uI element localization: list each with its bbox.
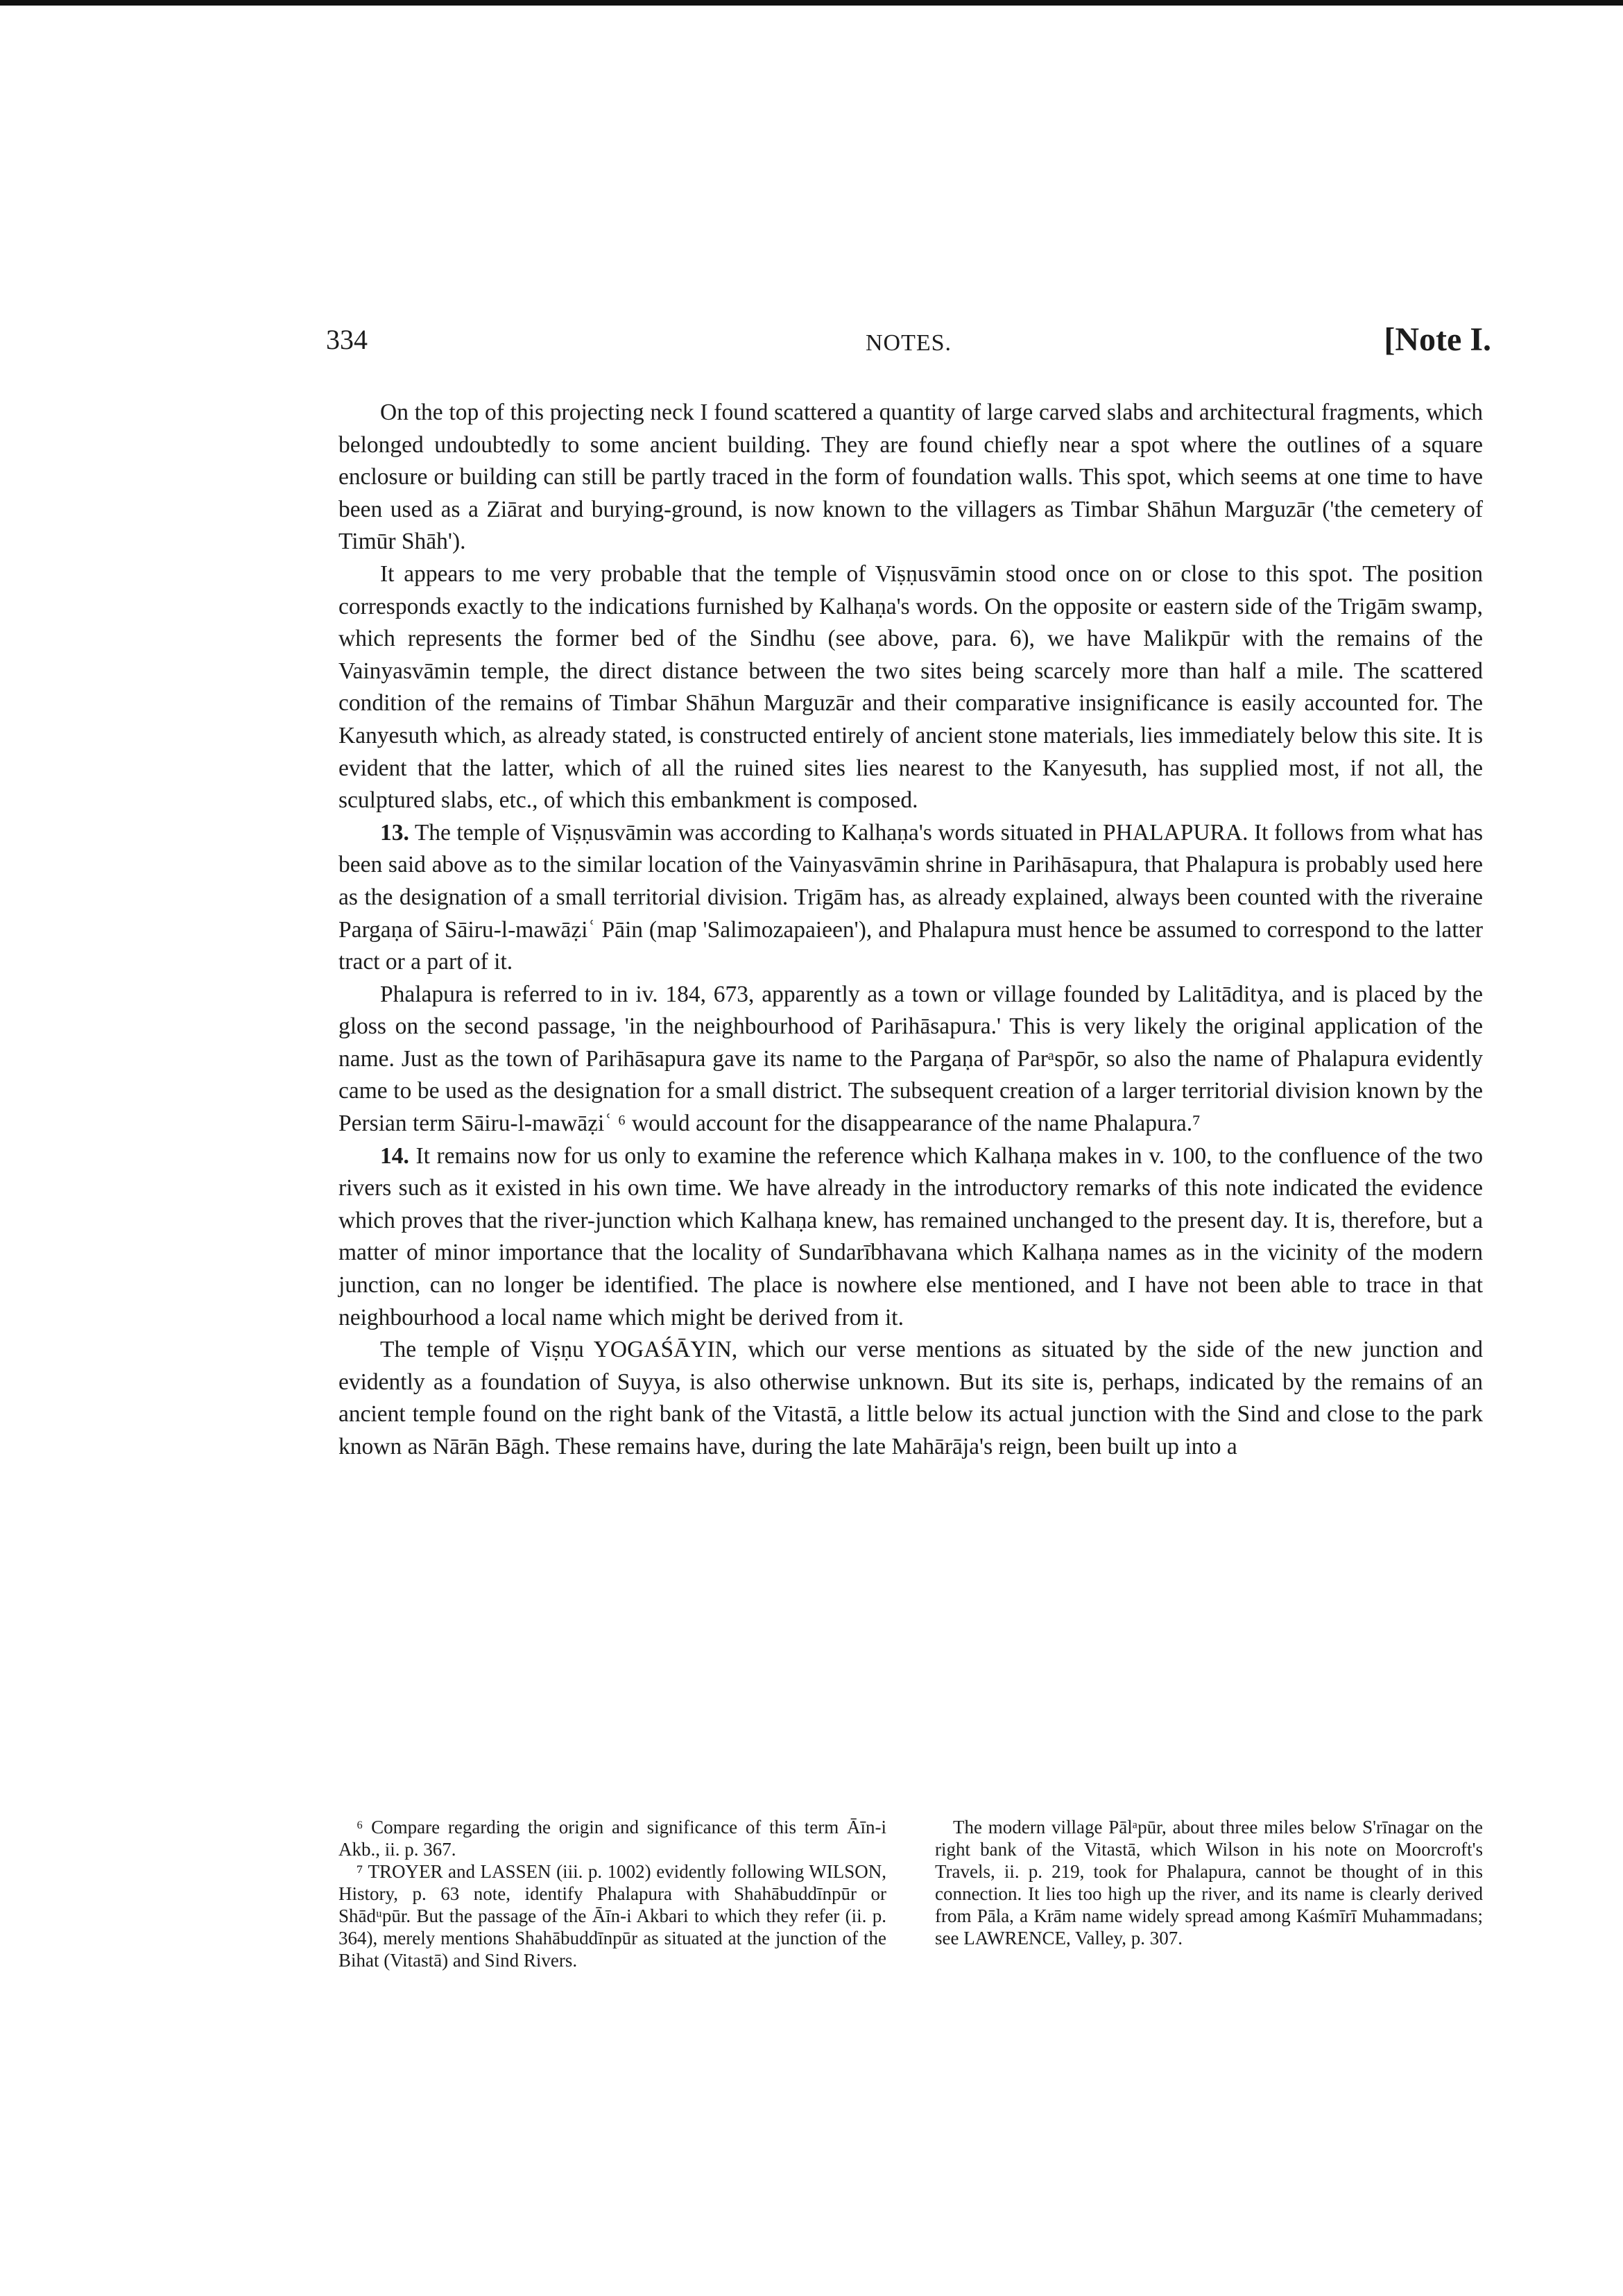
paragraph-text: The temple of Viṣṇu YOGAŚĀYIN, which our verse mentions as situated by the side of the new junction and evidently as a foundation of Suyya, is also otherwise unknown. But its site is, perhaps, indicated by the remains of an ancient temple found on the right bank of the Vitastā, a little below its actual junction with the Sind and close to the park known as Nārān Bāgh. These remains have, during the late Mahārāja's reign, been built up into a (338, 1337, 1483, 1459)
paragraph-text: Phalapura is referred to in iv. 184, 673, apparently as a town or village founded by Lalitāditya, and is placed by the gloss on the second passage, 'in the neighbourhood of Parihāsapura.' This is very likely the original application of the name. Just as the town of Parihāsapura gave its name to the Pargaṇa of Parᵃspōr, so also the name of Phalapura evidently came to be used as the designation for a small district. The subsequent creation of a larger territorial division known by the Persian term Sāiru-l-mawāẓiʿ ⁶ would account for the disappearance of the name Phalapura.⁷ (338, 981, 1483, 1137)
footnotes (338, 1816, 1483, 1971)
paragraph (338, 1334, 1483, 1463)
note-label: [Note I. (1384, 321, 1491, 358)
paragraph (338, 979, 1483, 1140)
running-title: NOTES. (865, 330, 952, 356)
paragraph-number: 14. (380, 1142, 409, 1169)
paragraph (338, 558, 1483, 817)
paragraph (338, 397, 1483, 558)
footnote: ⁷ TROYER and LASSEN (iii. p. 1002) evidently following WILSON, History, p. 63 note, identify Phalapura with Shahābuddīnpūr or Shādᵘpūr. But the passage of the Āīn-i Akbari to which they refer (ii. p. 364), merely mentions Shahābuddīnpūr as situated at the junction of the Bihat (Vitastā) and Sind Rivers. (338, 1861, 886, 1971)
footnote-continuation: The modern village Pālᵃpūr, about three miles below S'rīnagar on the right bank of the Vitastā, which Wilson in his note on Moorcroft's Travels, ii. p. 219, took for Phalapura, cannot be thought of in this connection. It lies too high up the river, and its name is clearly derived from Pāla, a Krām name widely spread among Kaśmīrī Muhammadans; see LAWRENCE, Valley, p. 307. (935, 1817, 1483, 1948)
paragraph (338, 817, 1483, 979)
footnotes-right-column (935, 1816, 1483, 1971)
footnote: ⁶ Compare regarding the origin and significance of this term Āīn-i Akb., ii. p. 367. (338, 1817, 886, 1860)
paragraph-text: On the top of this projecting neck I found scattered a quantity of large carved slabs and architectural fragments, which belonged undoubtedly to some ancient building. They are found chiefly near a spot where the outlines of a square enclosure or building can still be partly traced in the form of foundation walls. This spot, which seems at one time to have been used as a Ziārat and burying-ground, is now known to the villagers as Timbar Shāhun Marguzār ('the cemetery of Timūr Shāh'). (338, 400, 1483, 555)
paragraph (338, 1140, 1483, 1335)
footnotes-left-column (338, 1816, 886, 1971)
top-border-rule (0, 0, 1623, 6)
paragraph-text: It appears to me very probable that the temple of Viṣṇusvāmin stood once on or close to this spot. The position corresponds exactly to the indications furnished by Kalhaṇa's words. On the opposite or eastern side of the Trigām swamp, which represents the former bed of the Sindhu (see above, para. 6), we have Malikpūr with the remains of the Vainyasvāmin temple, the direct distance between the two sites being scarcely more than half a mile. The scattered condition of the remains of Timbar Shāhun Marguzār and their comparative insignificance is easily accounted for. The Kanyesuth which, as already stated, is constructed entirely of ancient stone materials, lies immediately below this site. It is evident that the latter, which of all the ruined sites lies nearest to the Kanyesuth, has supplied most, if not all, the sculptured slabs, etc., of which this embankment is composed. (338, 560, 1483, 814)
page-number: 334 (326, 324, 368, 355)
paragraph-number: 13. (380, 819, 409, 846)
paragraph-text: The temple of Viṣṇusvāmin was according to Kalhaṇa's words situated in PHALAPURA. It follows from what has been said above as to the similar location of the Vainyasvāmin shrine in Parihāsapura, that Phalapura is probably used here as the designation of a small territorial division. Trigām has, as already explained, always been counted with the riveraine Pargaṇa of Sāiru-l-mawāẓiʿ Pāin (map 'Salimozapaieen'), and Phalapura must hence be assumed to correspond to the latter tract or a part of it. (338, 819, 1483, 975)
page-header (326, 320, 1491, 369)
paragraph-text: It remains now for us only to examine the reference which Kalhaṇa makes in v. 100, to the confluence of the two rivers such as it existed in his own time. We have already in the introductory remarks of this note indicated the evidence which proves that the river-junction which Kalhaṇa knew, has remained unchanged to the present day. It is, therefore, but a matter of minor importance that the locality of Sundarībhavana which Kalhaṇa names as in the vicinity of the modern junction, can no longer be identified. The place is nowhere else mentioned, and I have not been able to trace in that neighbourhood a local name which might be derived from it. (338, 1142, 1484, 1330)
main-text (338, 397, 1483, 1464)
